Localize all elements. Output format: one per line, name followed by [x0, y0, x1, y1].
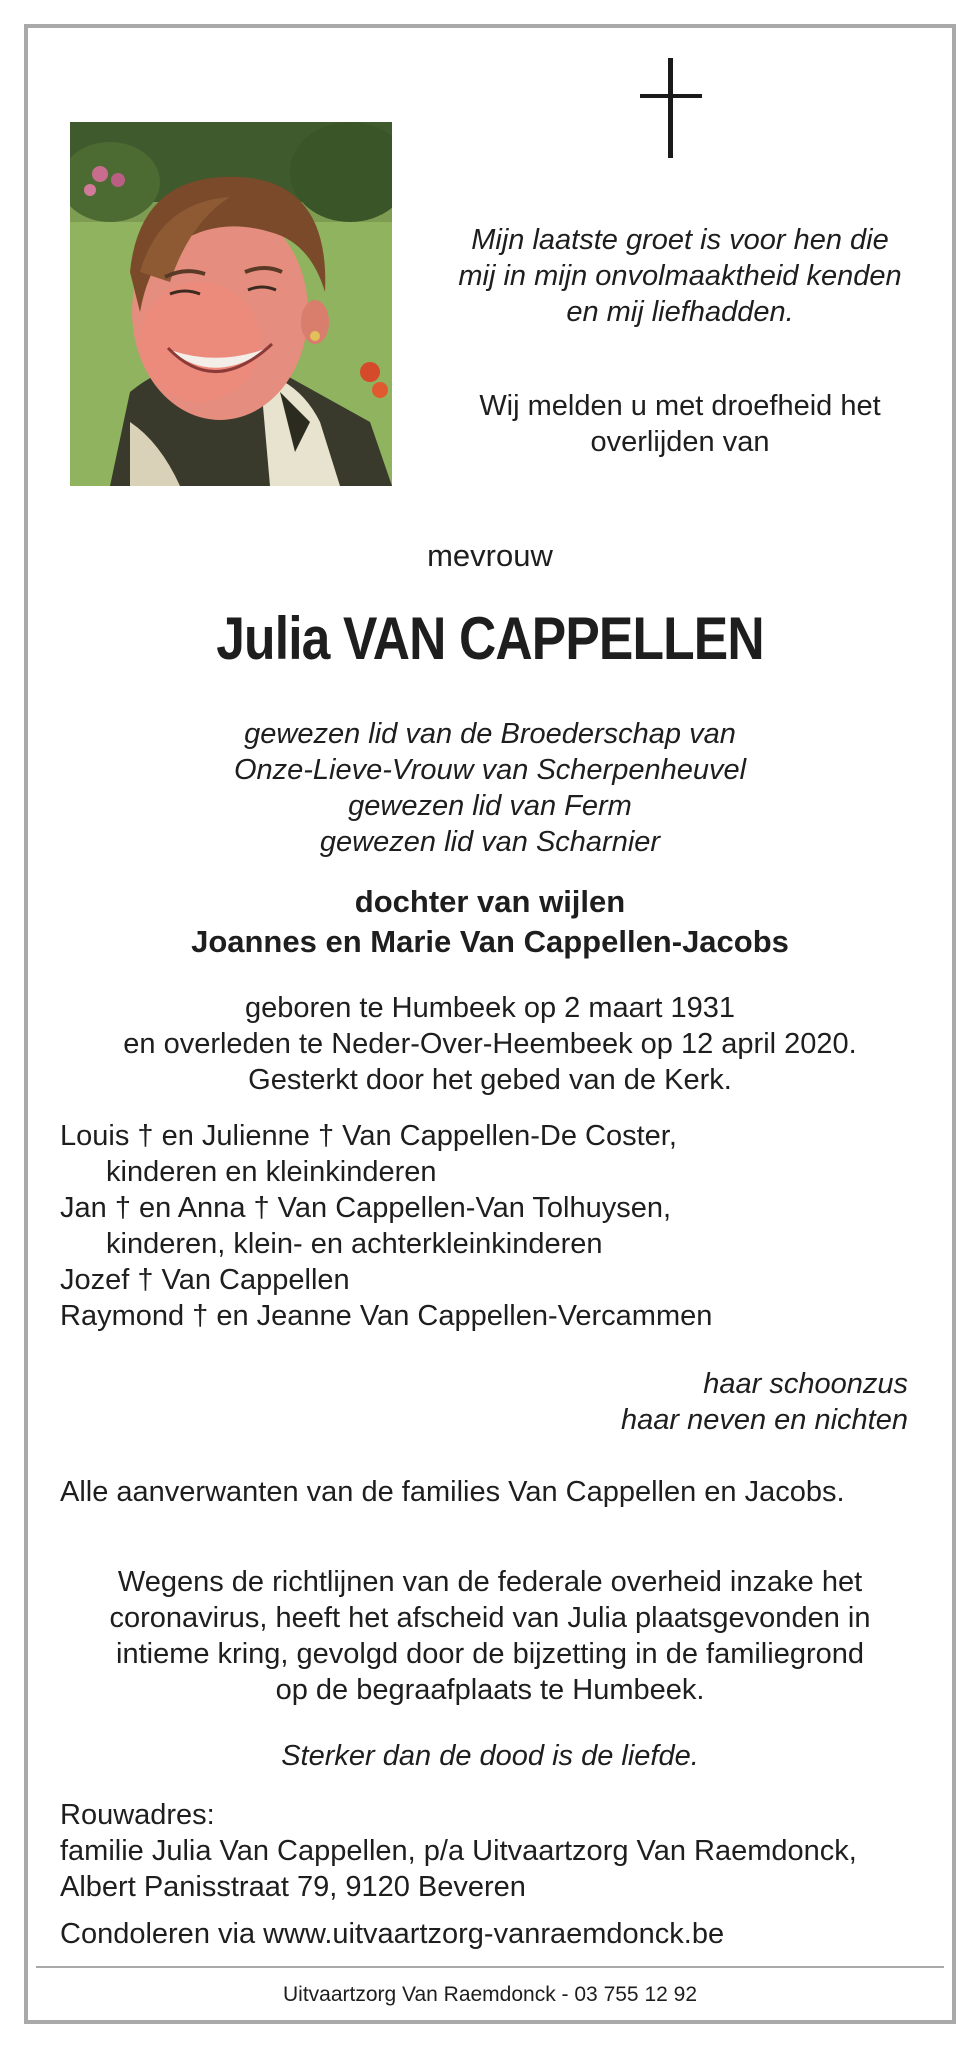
membership-line: gewezen lid van Scharnier: [319, 826, 661, 858]
announcement: [410, 388, 950, 460]
membership-line: gewezen lid van Ferm: [348, 790, 632, 822]
mourning-address: [60, 1797, 940, 1905]
extended-family-line: haar schoonzus: [703, 1368, 908, 1400]
parents: [0, 882, 980, 962]
parents-line: Joannes en Marie Van Cappellen-Jacobs: [191, 924, 789, 959]
motto: Sterker dan de dood is de liefde.: [281, 1740, 699, 1772]
quote-line: Mijn laatste groet is voor hen die: [471, 224, 889, 256]
address-line: familie Julia Van Cappellen, p/a Uitvaartzorg Van Raemdonck,: [60, 1835, 857, 1867]
extended-family: [60, 1366, 908, 1438]
condolence-link[interactable]: Condoleren via www.uitvaartzorg-vanraemdonck.be: [60, 1918, 725, 1950]
announcement-line: overlijden van: [590, 426, 770, 458]
notice-line: op de begraafplaats te Humbeek.: [275, 1674, 705, 1706]
family-line: Louis † en Julienne † Van Cappellen-De Coster,: [60, 1120, 677, 1152]
parents-line: dochter van wijlen: [354, 884, 626, 919]
divider: [36, 1966, 944, 1968]
deceased-name: Julia VAN CAPPELLEN: [216, 605, 764, 672]
memberships: [0, 716, 980, 860]
birth-death-line: geboren te Humbeek op 2 maart 1931: [244, 992, 736, 1024]
birth-death-line: en overleden te Neder-Over-Heembeek op 12 april 2020.: [123, 1028, 857, 1060]
quote-line: en mij liefhadden.: [566, 296, 794, 328]
membership-line: Onze-Lieve-Vrouw van Scherpenheuvel: [233, 754, 747, 786]
birth-death-line: Gesterkt door het gebed van de Kerk.: [248, 1064, 732, 1096]
funeral-notice: [0, 1564, 980, 1708]
family-line: Raymond † en Jeanne Van Cappellen-Vercammen: [60, 1300, 713, 1332]
family-line: Jan † en Anna † Van Cappellen-Van Tolhuysen,: [60, 1192, 672, 1224]
cross-icon: [640, 58, 702, 158]
relatives: Alle aanverwanten van de families Van Cappellen en Jacobs.: [60, 1476, 845, 1508]
family-line: kinderen, klein- en achterkleinkinderen: [106, 1228, 603, 1260]
memorial-quote: [410, 222, 950, 330]
birth-death-info: [0, 990, 980, 1098]
announcement-line: Wij melden u met droefheid het: [479, 390, 881, 422]
quote-line: mij in mijn onvolmaaktheid kenden: [458, 260, 902, 292]
family-list: [60, 1118, 940, 1334]
salutation: mevrouw: [427, 538, 553, 573]
address-line: Rouwadres:: [60, 1799, 215, 1831]
notice-line: intieme kring, gevolgd door de bijzetting in de familiegrond: [116, 1638, 864, 1670]
family-line: Jozef † Van Cappellen: [60, 1264, 350, 1296]
footer-contact: Uitvaartzorg Van Raemdonck - 03 755 12 92: [282, 1983, 697, 2006]
family-line: kinderen en kleinkinderen: [106, 1156, 437, 1188]
notice-line: coronavirus, heeft het afscheid van Julia plaatsgevonden in: [109, 1602, 871, 1634]
address-line: Albert Panisstraat 79, 9120 Beveren: [60, 1871, 526, 1903]
portrait-photo: [70, 122, 392, 486]
extended-family-line: haar neven en nichten: [621, 1404, 908, 1436]
membership-line: gewezen lid van de Broederschap van: [244, 718, 736, 750]
notice-line: Wegens de richtlijnen van de federale overheid inzake het: [117, 1566, 863, 1598]
